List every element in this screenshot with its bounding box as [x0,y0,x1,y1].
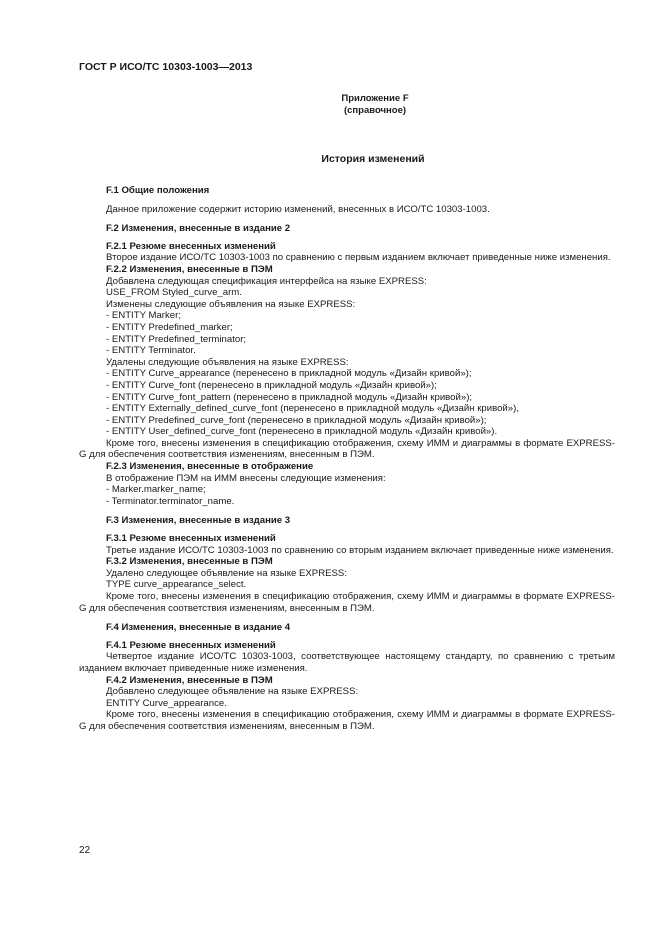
list-item: Изменены следующие объявления на языке EXPRESS: [106,298,356,310]
subsection-heading-f2-3: F.2.3 Изменения, внесенные в отображение [106,461,314,473]
subsection-heading-f2-1: F.2.1 Резюме внесенных изменений [106,240,276,252]
list-item: Удалено следующее объявление на языке EXPRESS: [106,567,347,579]
list-item: - Marker.marker_name; [106,484,206,496]
list-item: - Terminator.terminator_name. [106,495,235,507]
paragraph: Кроме того, внесены изменения в спецификацию отображения, схему ИММ и диаграммы в формате EXPRESS-G для обеспечения соответствия изменениям, внесенным в ПЭМ. [79,709,615,732]
subsection-heading-f3-2: F.3.2 Изменения, внесенные в ПЭМ [106,556,273,568]
list-item: - ENTITY User_defined_curve_font (перенесено в прикладной модуль «Дизайн кривой»). [106,426,498,438]
subsection-heading-f4-1: F.4.1 Резюме внесенных изменений [106,639,276,651]
appendix-type: (справочное) [343,105,407,116]
list-item: TYPE curve_appearance_select. [106,579,247,591]
list-item: - ENTITY Curve_font_pattern (перенесено в прикладной модуль «Дизайн кривой»); [106,391,473,403]
page-title: История изменений [321,153,425,165]
section-heading-f2: F.2 Изменения, внесенные в издание 2 [106,223,291,235]
paragraph: Четвертое издание ИСО/ТС 10303-1003, соответствующее настоящему стандарту, по сравнению с третьим изданием включает приведенные ниже изменения. [79,651,615,674]
paragraph: Второе издание ИСО/ТС 10303-1003 по сравнению с первым изданием включает приведенные ниже изменения. [106,252,611,264]
list-item: - ENTITY Marker; [106,310,181,322]
subsection-heading-f4-2: F.4.2 Изменения, внесенные в ПЭМ [106,674,273,686]
list-item: - ENTITY Predefined_terminator; [106,333,247,345]
section-heading-f4: F.4 Изменения, внесенные в издание 4 [106,622,291,634]
list-item: Удалены следующие объявления на языке EXPRESS: [106,356,349,368]
list-item: - ENTITY Curve_appearance (перенесено в прикладной модуль «Дизайн кривой»); [106,368,472,380]
list-item: - ENTITY Terminator. [106,345,196,357]
page-number: 22 [79,845,91,856]
list-item: - ENTITY Predefined_marker; [106,321,233,333]
list-item: Добавлена следующая спецификация интерфейса на языке EXPRESS: [106,275,427,287]
list-item: - ENTITY Externally_defined_curve_font (перенесено в прикладной модуль «Дизайн кривой»), [106,403,519,415]
subsection-heading-f2-2: F.2.2 Изменения, внесенные в ПЭМ [106,263,273,275]
section-heading-f3: F.3 Изменения, внесенные в издание 3 [106,515,291,527]
paragraph: Кроме того, внесены изменения в спецификацию отображения, схему ИММ и диаграммы в формате EXPRESS-G для обеспечения соответствия изменениям, внесенным в ПЭМ. [79,437,615,461]
section-heading-f1: F.1 Общие положения [106,185,210,196]
paragraph: Кроме того, внесены изменения в спецификацию отображения, схему ИММ и диаграммы в формате EXPRESS-G для обеспечения соответствия изменениям, внесенным в ПЭМ. [79,591,615,614]
document-body [79,185,615,733]
list-item: Добавлено следующее объявление на языке EXPRESS: [106,686,359,698]
appendix-label: Приложение F [341,93,409,104]
document-header: ГОСТ Р ИСО/ТС 10303-1003—2013 [79,61,253,73]
list-item: - ENTITY Curve_font (перенесено в прикладной модуль «Дизайн кривой»); [106,379,437,391]
paragraph: Третье издание ИСО/ТС 10303-1003 по сравнению со вторым изданием включает приведенные ниже изменения. [106,544,614,556]
list-item: USE_FROM Styled_curve_arm. [106,287,242,299]
paragraph: Данное приложение содержит историю изменений, внесенных в ИСО/ТС 10303-1003. [106,203,490,215]
list-item: ENTITY Curve_appearance. [106,697,227,709]
list-item: - ENTITY Predefined_curve_font (перенесено в прикладной модуль «Дизайн кривой»); [106,414,487,426]
list-item: В отображение ПЭМ на ИММ внесены следующие изменения: [106,472,386,484]
subsection-heading-f3-1: F.3.1 Резюме внесенных изменений [106,533,276,545]
